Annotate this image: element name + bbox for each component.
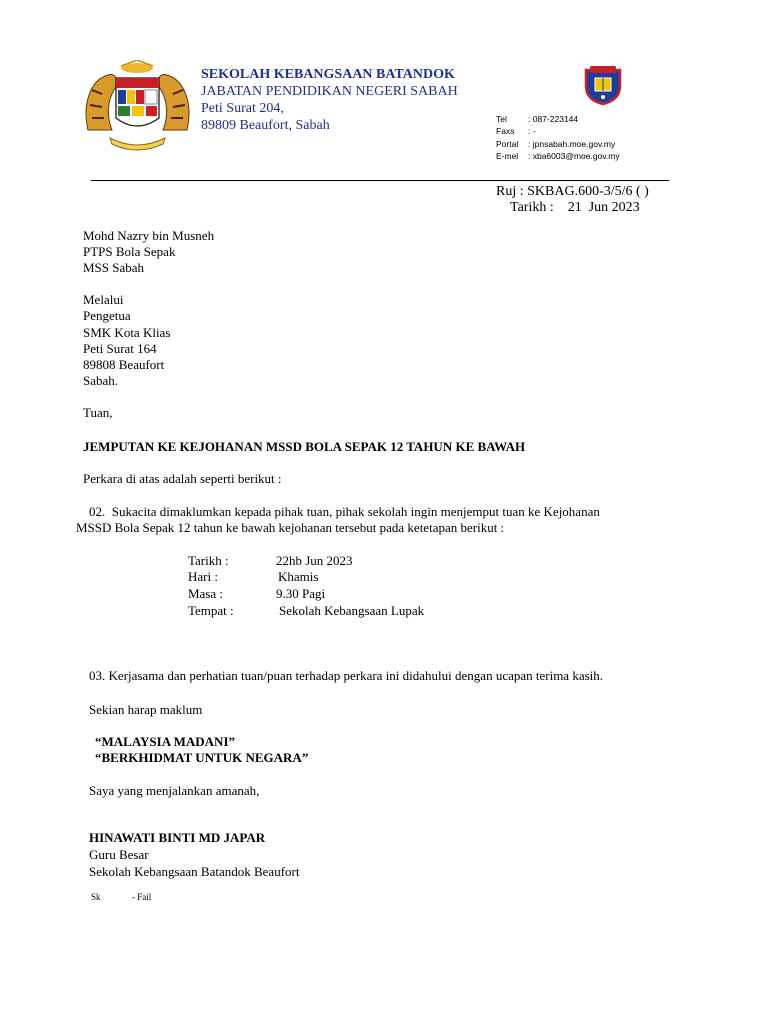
paragraph-02-line-2: MSSD Bola Sepak 12 tahun ke bawah kejohanan tersebut pada ketetapan berikut :	[76, 520, 505, 535]
paragraph-02-line-1: 02. Sukacita dimaklumkan kepada pihak tuan, pihak sekolah ingin menjemput tuan ke Kejohanan	[89, 504, 600, 519]
detail-value: 9.30 Pagi	[276, 586, 326, 601]
detail-value: Khamis	[278, 569, 319, 584]
detail-label: Masa :	[188, 586, 224, 601]
detail-label: Hari :	[188, 569, 218, 584]
detail-label: Tarikh :	[188, 553, 229, 568]
recipient-position: PTPS Bola Sepak	[83, 244, 176, 259]
recipient-name: Mohd Nazry bin Musneh	[83, 228, 215, 243]
contact-portal	[496, 139, 615, 149]
slogan: “BERKHIDMAT UNTUK NEGARA”	[95, 750, 309, 765]
detail-value: 22hb Jun 2023	[276, 553, 353, 568]
via-line: Melalui	[83, 292, 124, 307]
cc-label: Sk	[91, 892, 101, 902]
detail-label: Tempat :	[188, 603, 234, 618]
contact-label: Portal	[496, 139, 519, 149]
header-divider	[91, 180, 669, 181]
closing-line: Sekian harap maklum	[89, 702, 203, 717]
contact-label: E-mel	[496, 151, 519, 161]
address-line-1: Peti Surat 204,	[201, 101, 284, 116]
signatory-title: Guru Besar	[89, 847, 149, 862]
intro-paragraph: Perkara di atas adalah seperti berikut :	[83, 471, 282, 486]
via-line: Pengetua	[83, 308, 131, 323]
letter-date: Tarikh : 21 Jun 2023	[510, 200, 640, 215]
contact-label: Faxs	[496, 126, 515, 136]
contact-tel	[496, 114, 578, 124]
signatory-org: Sekolah Kebangsaan Batandok Beaufort	[89, 864, 300, 879]
reference-number: Ruj : SKBAG.600-3/5/6 ( )	[496, 184, 649, 199]
school-badge-icon	[582, 64, 624, 106]
contact-label: Tel	[496, 114, 507, 124]
slogan: “MALAYSIA MADANI”	[95, 734, 236, 749]
salutation: Tuan,	[83, 405, 113, 420]
contact-value: : xba6003@moe.gov.my	[528, 151, 620, 161]
via-line: Sabah.	[83, 373, 119, 388]
contact-value: : jpnsabah.moe.gov.my	[528, 139, 616, 149]
recipient-org: MSS Sabah	[83, 260, 145, 275]
contact-fax	[496, 126, 536, 136]
contact-value: : -	[528, 126, 536, 136]
via-line: Peti Surat 164	[83, 341, 157, 356]
detail-value: Sekolah Kebangsaan Lupak	[279, 603, 425, 618]
contact-email	[496, 151, 620, 161]
coat-of-arms-icon	[80, 60, 195, 155]
sign-off: Saya yang menjalankan amanah,	[89, 783, 260, 798]
paragraph-03: 03. Kerjasama dan perhatian tuan/puan terhadap perkara ini didahului dengan ucapan terima kasih.	[89, 668, 604, 683]
letter-subject: JEMPUTAN KE KEJOHANAN MSSD BOLA SEPAK 12 TAHUN KE BAWAH	[83, 439, 526, 454]
via-line: 89808 Beaufort	[83, 357, 165, 372]
department-name: JABATAN PENDIDIKAN NEGERI SABAH	[201, 84, 458, 99]
contact-value: : 087-223144	[528, 114, 579, 124]
school-name: SEKOLAH KEBANGSAAN BATANDOK	[201, 67, 455, 82]
signatory-name: HINAWATI BINTI MD JAPAR	[89, 830, 266, 845]
address-line-2: 89809 Beaufort, Sabah	[201, 118, 330, 133]
cc-value: - Fail	[132, 892, 152, 902]
via-line: SMK Kota Klias	[83, 325, 171, 340]
